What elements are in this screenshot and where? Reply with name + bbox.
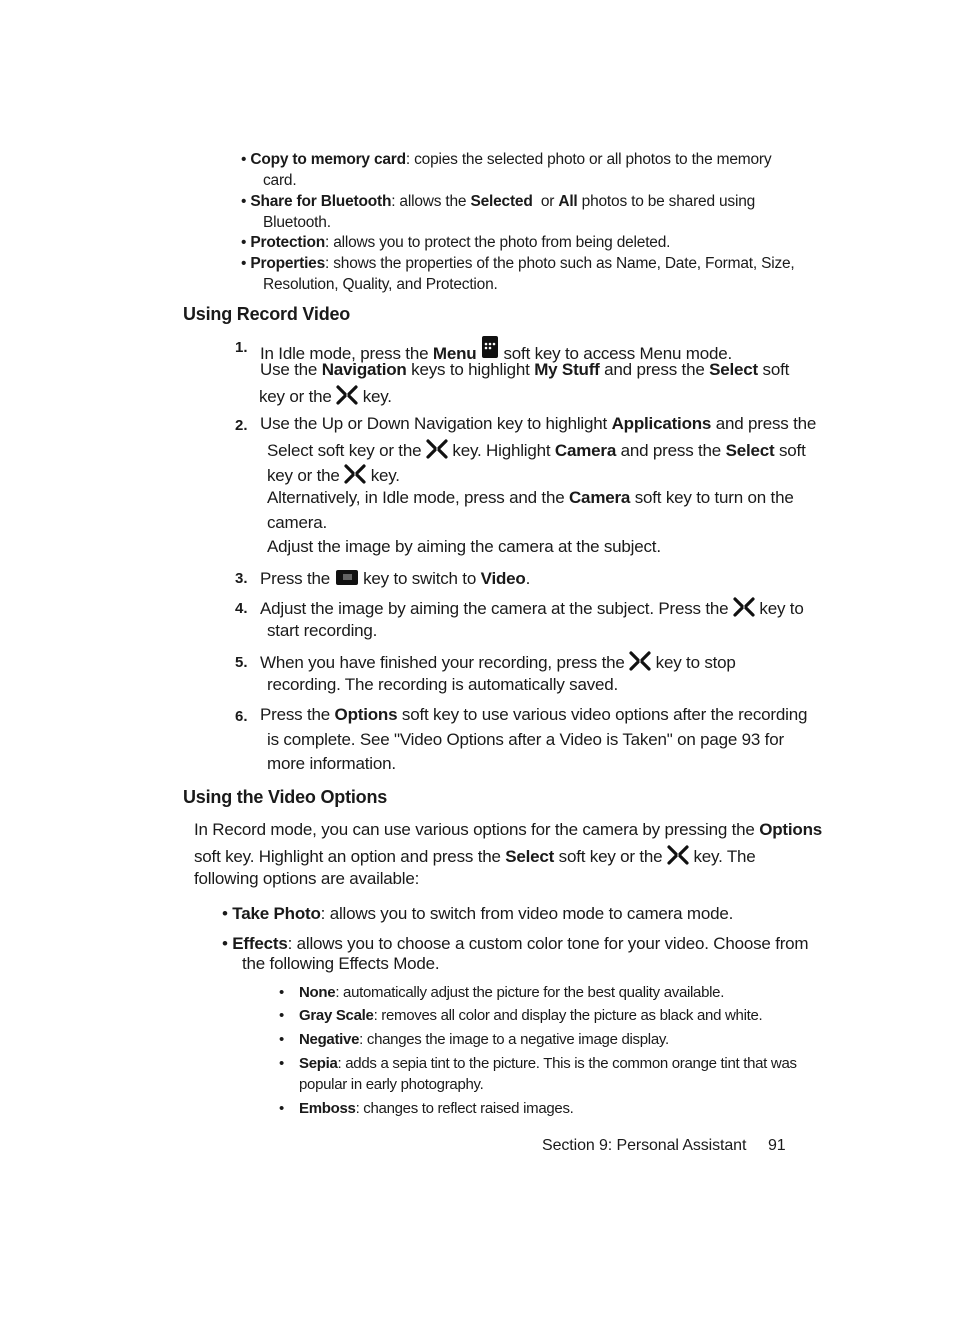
step-text: In Idle mode, press the Menu soft key to access Menu mode. [260,336,732,367]
list-item: • Protection: allows you to protect the photo from being deleted. [241,234,671,251]
select-key-icon [336,385,358,410]
step-text: Adjust the image by aiming the camera at the subject. Press the key to [260,597,804,622]
photo-options-list [241,149,801,299]
effect-mode-negative: Negative: changes the image to a negative image display. [299,1031,669,1048]
list-item: • Share for Bluetooth: allows the Selected or All photos to be shared using [241,193,756,210]
step-text: key or the key. [259,385,392,410]
select-key-icon [426,439,448,464]
section-heading-record-video: Using Record Video [183,304,351,324]
list-item: • Properties: shows the properties of the photo such as Name, Date, Format, Size, [241,255,795,272]
select-key-icon [629,651,651,676]
step-text: Use the Up or Down Navigation key to highlight Applications and press the [260,414,817,433]
bullet-dot: • [279,1055,285,1072]
list-item-effects: • Effects: allows you to choose a custom color tone for your video. Choose from [222,934,809,953]
step-text: recording. The recording is automatically saved. [267,675,619,694]
select-key-icon [667,845,689,870]
section-heading-video-options: Using the Video Options [183,787,388,807]
step-text: Select soft key or the key. Highlight Camera and press the Select soft [267,439,806,464]
step-number: 6. [235,708,248,725]
bullet-dot: • [279,1031,285,1048]
select-key-icon [733,597,755,622]
camera-mode-key-icon [335,567,359,592]
step-text: When you have finished your recording, press the key to stop [260,651,736,676]
step-number: 5. [235,654,248,671]
step-text: start recording. [267,621,378,640]
list-item-cont: Resolution, Quality, and Protection. [263,276,498,293]
step-text: Use the Navigation keys to highlight My Stuff and press the Select soft [260,360,790,379]
step-text: is complete. See "Video Options after a Video is Taken" on page 93 for [267,730,784,749]
bullet-dot: • [279,1007,285,1024]
paragraph-line: In Record mode, you can use various options for the camera by pressing the Options [194,820,823,839]
step-number: 1. [235,339,248,356]
step-text: key or the key. [267,464,400,489]
step-text: Adjust the image by aiming the camera at the subject. [267,537,661,556]
step-number: 4. [235,600,248,617]
bullet-dot: • [279,984,285,1001]
step-text: Press the Options soft key to use various video options after the recording [260,705,808,724]
step-text: Press the key to switch to Video. [260,567,530,592]
effect-mode-emboss: Emboss: changes to reflect raised images. [299,1100,574,1117]
step-text: more information. [267,754,396,773]
effect-mode-sepia: Sepia: adds a sepia tint to the picture. This is the common orange tint that was [299,1055,797,1072]
list-item-effects-cont: the following Effects Mode. [242,954,440,973]
effect-mode-none: None: automatically adjust the picture for the best quality available. [299,984,725,1001]
list-item-take-photo: • Take Photo: allows you to switch from video mode to camera mode. [222,904,734,923]
bullet-dot: • [279,1100,285,1117]
page-number: 91 [768,1137,786,1154]
list-item-cont: card. [263,172,297,189]
effect-mode-sepia-cont: popular in early photography. [299,1076,484,1093]
footer-section: Section 9: Personal Assistant [542,1137,747,1154]
step-number: 2. [235,417,248,434]
list-item: • Copy to memory card: copies the selected photo or all photos to the memory [241,151,772,168]
step-text: Alternatively, in Idle mode, press and the Camera soft key to turn on the [267,488,794,507]
step-text: camera. [267,513,328,532]
paragraph-line: soft key. Highlight an option and press the Select soft key or the key. The [194,845,756,870]
step-number: 3. [235,570,248,587]
list-item-cont: Bluetooth. [263,214,331,231]
select-key-icon [344,464,366,489]
paragraph-line: following options are available: [194,869,420,888]
effect-mode-gray-scale: Gray Scale: removes all color and display the picture as black and white. [299,1007,763,1024]
